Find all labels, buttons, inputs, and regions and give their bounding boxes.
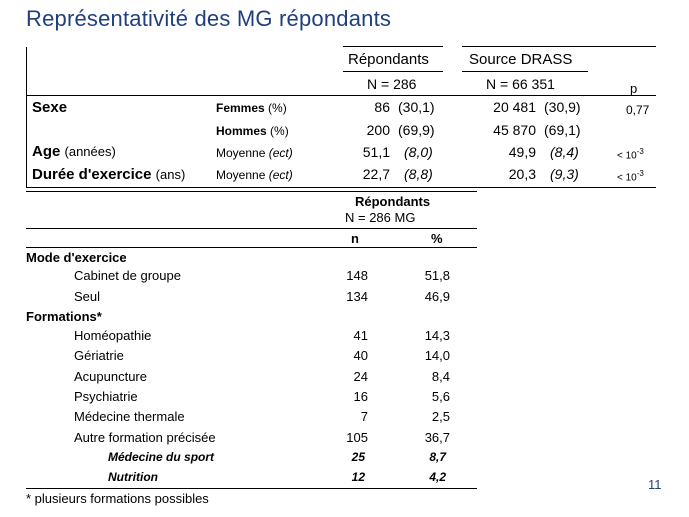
cell-hommes-repondants: 200 — [366, 122, 390, 138]
cell-age-drass-ect: (8,4) — [550, 144, 579, 160]
cell-homeopathie-n: 41 — [353, 328, 368, 343]
cell-age-repondants-ect: (8,0) — [404, 144, 433, 160]
cell-femmes-drass-pct: (30,9) — [544, 99, 581, 115]
table2-header-n: N = 286 MG — [345, 210, 416, 225]
cell-duree-repondants: 22,7 — [362, 166, 390, 182]
rule-repondants-top — [343, 46, 443, 47]
cell-seul-n: 134 — [346, 289, 368, 304]
cell-medecine-thermale-n: 7 — [360, 409, 368, 424]
cell-femmes-drass: 20 481 — [493, 99, 536, 115]
slide-title: Représentativité des MG répondants — [26, 6, 392, 31]
rule-table2-top — [26, 191, 477, 192]
row-label-sexe: Sexe — [32, 99, 68, 116]
section-title-formations: Formations* — [26, 309, 102, 324]
rule-table2-mid — [26, 228, 477, 229]
rule-drass-mid — [462, 71, 588, 72]
rule-table2-bottom — [26, 488, 477, 489]
cell-cabinet-groupe-pct: 51,8 — [424, 268, 450, 283]
p-header: p — [630, 81, 638, 96]
cell-medecine-sport-n: 25 — [351, 450, 365, 464]
col-header-pct: % — [431, 231, 443, 246]
cell-hommes-drass-pct: (69,1) — [544, 122, 581, 138]
cell-duree-p: < $10^{-3}$ — [617, 169, 644, 184]
cell-medecine-thermale-pct: 2,5 — [431, 409, 450, 424]
row-label-cabinet-groupe: Cabinet de groupe — [74, 268, 181, 283]
cell-geriatrie-n: 40 — [353, 348, 368, 363]
cell-medecine-sport-pct: 8,7 — [429, 450, 446, 464]
cell-age-drass: 49,9 — [508, 144, 536, 160]
cell-age-repondants: 51,1 — [362, 144, 390, 160]
col-header-n: n — [351, 231, 359, 246]
cell-duree-drass-ect: (9,3) — [550, 166, 579, 182]
n-drass: N = 66 351 — [486, 76, 555, 92]
cell-sexe-p: 0,77 — [626, 103, 650, 117]
col-header-drass: Source DRASS — [469, 51, 573, 68]
cell-psychiatrie-n: 16 — [353, 389, 368, 404]
rule-table1-bottom — [26, 187, 656, 188]
cell-seul-pct: 46,9 — [424, 289, 450, 304]
cell-femmes-repondants-pct: (30,1) — [398, 99, 435, 115]
row-label-medecine-thermale: Médecine thermale — [74, 409, 185, 424]
rule-table1-left-lower — [26, 95, 27, 187]
rule-drass-top — [462, 46, 656, 47]
row-label-medecine-sport: Médecine du sport — [108, 450, 215, 464]
row-sub-hommes: Hommes (%) — [216, 124, 289, 138]
cell-acupuncture-pct: 8,4 — [431, 369, 450, 384]
cell-hommes-drass: 45 870 — [493, 122, 536, 138]
row-label-duree: Durée d'exercice (ans) — [32, 166, 186, 183]
row-sub-femmes: Femmes (%) — [216, 101, 287, 115]
table2-header-repondants: Répondants — [355, 194, 431, 209]
row-sub-age-moyenne: Moyenne (ect) — [216, 146, 293, 160]
cell-hommes-repondants-pct: (69,9) — [398, 122, 435, 138]
col-header-repondants: Répondants — [348, 51, 429, 68]
cell-geriatrie-pct: 14,0 — [424, 348, 450, 363]
cell-acupuncture-n: 24 — [353, 369, 368, 384]
row-label-geriatrie: Gériatrie — [74, 348, 124, 363]
row-label-nutrition: Nutrition — [108, 470, 158, 484]
cell-nutrition-n: 12 — [351, 470, 365, 484]
page-number: 11 — [648, 477, 662, 492]
n-repondants: N = 286 — [367, 76, 417, 92]
footnote: * plusieurs formations possibles — [26, 491, 209, 506]
cell-duree-drass: 20,3 — [508, 166, 536, 182]
cell-autre-formation-n: 105 — [346, 430, 368, 445]
cell-homeopathie-pct: 14,3 — [424, 328, 450, 343]
row-label-acupuncture: Acupuncture — [74, 369, 147, 384]
rule-table1-left — [26, 47, 27, 95]
row-label-homeopathie: Homéopathie — [74, 328, 152, 343]
cell-cabinet-groupe-n: 148 — [346, 268, 368, 283]
cell-femmes-repondants: 86 — [374, 99, 390, 115]
row-sub-duree-moyenne: Moyenne (ect) — [216, 168, 293, 182]
row-label-psychiatrie: Psychiatrie — [74, 389, 138, 404]
cell-age-p: < $10^{-3}$ — [617, 147, 644, 162]
row-label-age: Age (années) — [32, 143, 116, 160]
rule-table2-header-bottom — [26, 247, 477, 248]
cell-psychiatrie-pct: 5,6 — [431, 389, 450, 404]
row-label-seul: Seul — [74, 289, 101, 304]
cell-autre-formation-pct: 36,7 — [424, 430, 450, 445]
cell-nutrition-pct: 4,2 — [429, 470, 446, 484]
section-title-mode-exercice: Mode d'exercice — [26, 250, 127, 265]
rule-table1-header-bottom — [26, 95, 656, 96]
row-label-autre-formation: Autre formation précisée — [74, 430, 216, 445]
rule-repondants-mid — [343, 71, 443, 72]
cell-duree-repondants-ect: (8,8) — [404, 166, 433, 182]
